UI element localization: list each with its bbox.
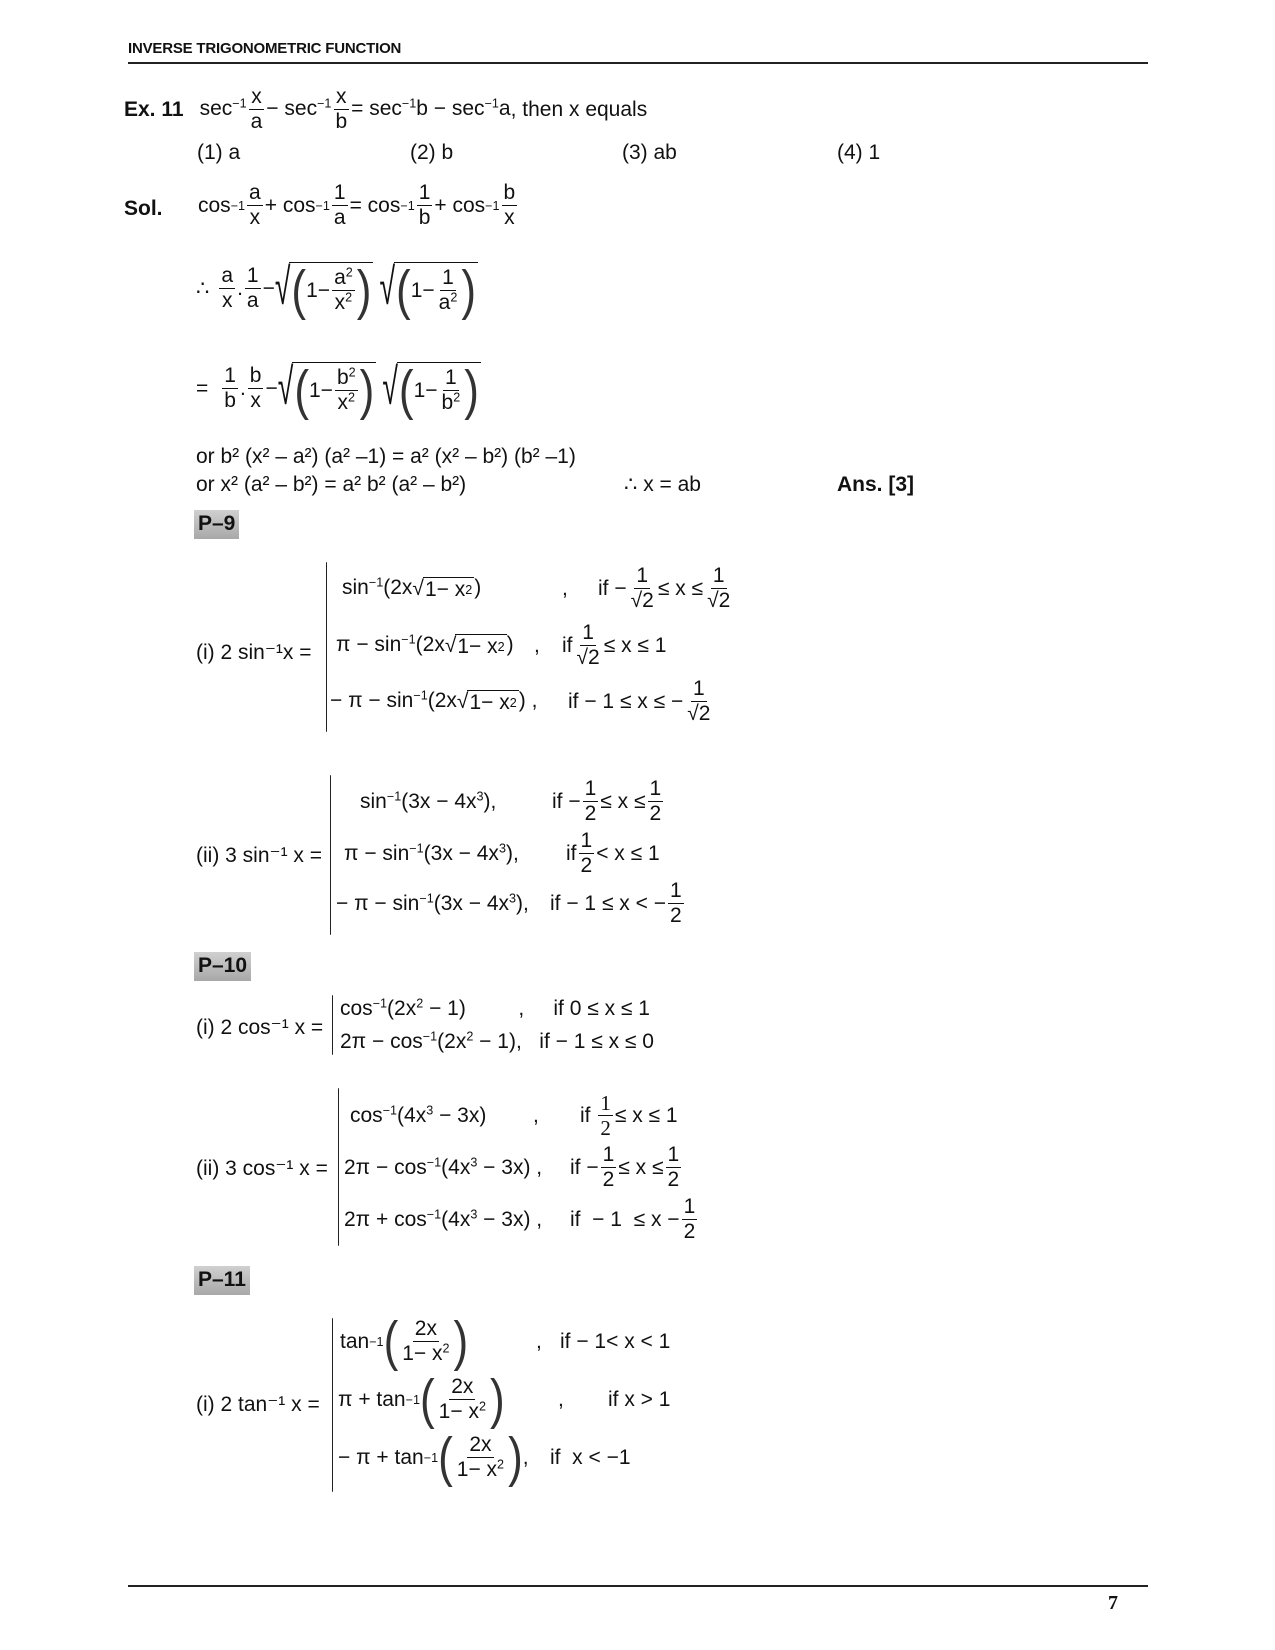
page-number: 7 [1108, 1592, 1118, 1614]
p11-i-case-3: − π + tan −1 ( $\frac{2x}{1- x^2}$ ) , if x < −1 [338, 1426, 631, 1488]
p10-i-brace [332, 995, 333, 1055]
p9-ii-case-1: $\sin^{-1}(3x - 4x^3)$, if − $\frac{1}{2}$ ≤ x ≤ $\frac{1}{2}$ [360, 777, 662, 826]
solution-line-or-2: or x² (a² – b²) = a² b² (a² – b²) [196, 473, 467, 496]
p10-ii-brace [338, 1088, 339, 1246]
p10-i-case-2: $2\pi - \cos^{-1}(2x^2 - 1)$, if − 1 ≤ x ≤ 0 [340, 1029, 654, 1053]
p9-i-brace [326, 562, 327, 732]
option-2: (2) b [410, 141, 454, 164]
page-header-title: INVERSE TRIGONOMETRIC FUNCTION [128, 40, 402, 57]
solution-line-or-1: or b² (x² – a²) (a² –1) = a² (x² – b²) (b² –1) [196, 445, 576, 468]
p11-i-brace [332, 1318, 333, 1492]
header-rule [128, 62, 1148, 64]
p9-ii-brace [330, 775, 331, 935]
example-label: Ex. 11 [124, 98, 184, 122]
question-suffix: , then x equals [510, 98, 648, 122]
p10-ii-case-1: $\cos^{-1}(4x^3 - 3x)$ , if $\frac{1}{2}$ ≤ x ≤ 1 [350, 1091, 678, 1141]
p9-i-case-2: $\pi - \sin^{-1}(2x$ √ 1− x 2 ) , if $\frac{1}{√2}$ ≤ x ≤ 1 [336, 621, 667, 670]
p10-i-case-1: $\cos^{-1}(2x^2 - 1)$ , if 0 ≤ x ≤ 1 [340, 996, 650, 1020]
section-tag-p9: P–9 [194, 510, 239, 539]
solution-step-3: = $\frac{1}{b}$ . $\frac{b}{x}$ − √ ( 1− $\frac{b^2}{x^2}$ ) √ ( 1− $\frac{1}{b^2}$ ) [196, 358, 479, 421]
footer-rule [128, 1585, 1148, 1587]
answer-label: Ans. [3] [837, 473, 915, 496]
p10-i-lhs: (i) 2 cos⁻¹ x = [196, 1016, 324, 1039]
option-3: (3) ab [622, 141, 677, 164]
p9-ii-lhs: (ii) 3 sin⁻¹ x = [196, 844, 323, 867]
p10-ii-case-2: $2\pi - \cos^{-1}(4x^3 - 3x)$ , if − $\frac{1}{2}$ ≤ x ≤ $\frac{1}{2}$ [344, 1143, 680, 1192]
section-tag-p11: P–11 [194, 1266, 250, 1295]
solution-label: Sol. [124, 197, 163, 220]
p9-i-lhs: (i) 2 sin⁻¹x = [196, 641, 312, 664]
p9-i-case-3: − $\pi - \sin^{-1}(2x$ √ 1− x 2 ) , if − 1 ≤ x ≤ − $\frac{1}{√2}$ [330, 677, 711, 726]
option-1: (1) a [197, 141, 241, 164]
p9-i-case-1: $\sin^{-1}(2x$ √ 1− x 2 ) , if − $\frac{1}{√2}$ ≤ x ≤ $\frac{1}{√2}$ [342, 564, 731, 613]
p11-i-lhs: (i) 2 tan⁻¹ x = [196, 1393, 320, 1416]
p11-i-case-2: π + tan −1 ( $\frac{2x}{1- x^2}$ ) , if x > 1 [338, 1368, 671, 1430]
p9-ii-case-2: $\pi - \sin^{-1}(3x - 4x^3)$, if $\frac{1}{2}$ < x ≤ 1 [344, 829, 660, 878]
solution-result: ∴ x = ab [624, 473, 701, 496]
p9-ii-case-3: − $\pi - \sin^{-1}(3x - 4x^3)$, if − 1 ≤ x < − $\frac{1}{2}$ [336, 879, 682, 928]
option-4: (4) 1 [837, 141, 881, 164]
section-tag-p10: P–10 [194, 952, 251, 981]
solution-step-1: cos −1 $\frac{a}{x}$ + cos −1 $\frac{1}{a}$ = cos −1 $\frac{1}{b}$ + cos −1 $\frac{b}{x}$ [198, 181, 516, 230]
p11-i-case-1: tan −1 ( $\frac{2x}{1- x^2}$ ) , if − 1< x < 1 [340, 1310, 671, 1372]
p10-ii-case-3: $2\pi + \cos^{-1}(4x^3 - 3x)$ , if − 1 ≤ x − $\frac{1}{2}$ [344, 1195, 696, 1244]
question-equation: $\sec^{-1}$ $\frac{x}{a}$ − $\sec^{-1}$ $\frac{x}{b}$ = $\sec^{-1}b - \sec^{-1}a$ [199, 85, 511, 134]
p10-ii-lhs: (ii) 3 cos⁻¹ x = [196, 1157, 328, 1180]
therefore-symbol: ∴ [196, 276, 210, 300]
example-question [124, 86, 647, 133]
solution-step-2: ∴ $\frac{a}{x}$ . $\frac{1}{a}$ − √ ( 1− $\frac{a^2}{x^2}$ ) √ ( 1− $\frac{1}{a^2}$ ) [196, 258, 477, 321]
